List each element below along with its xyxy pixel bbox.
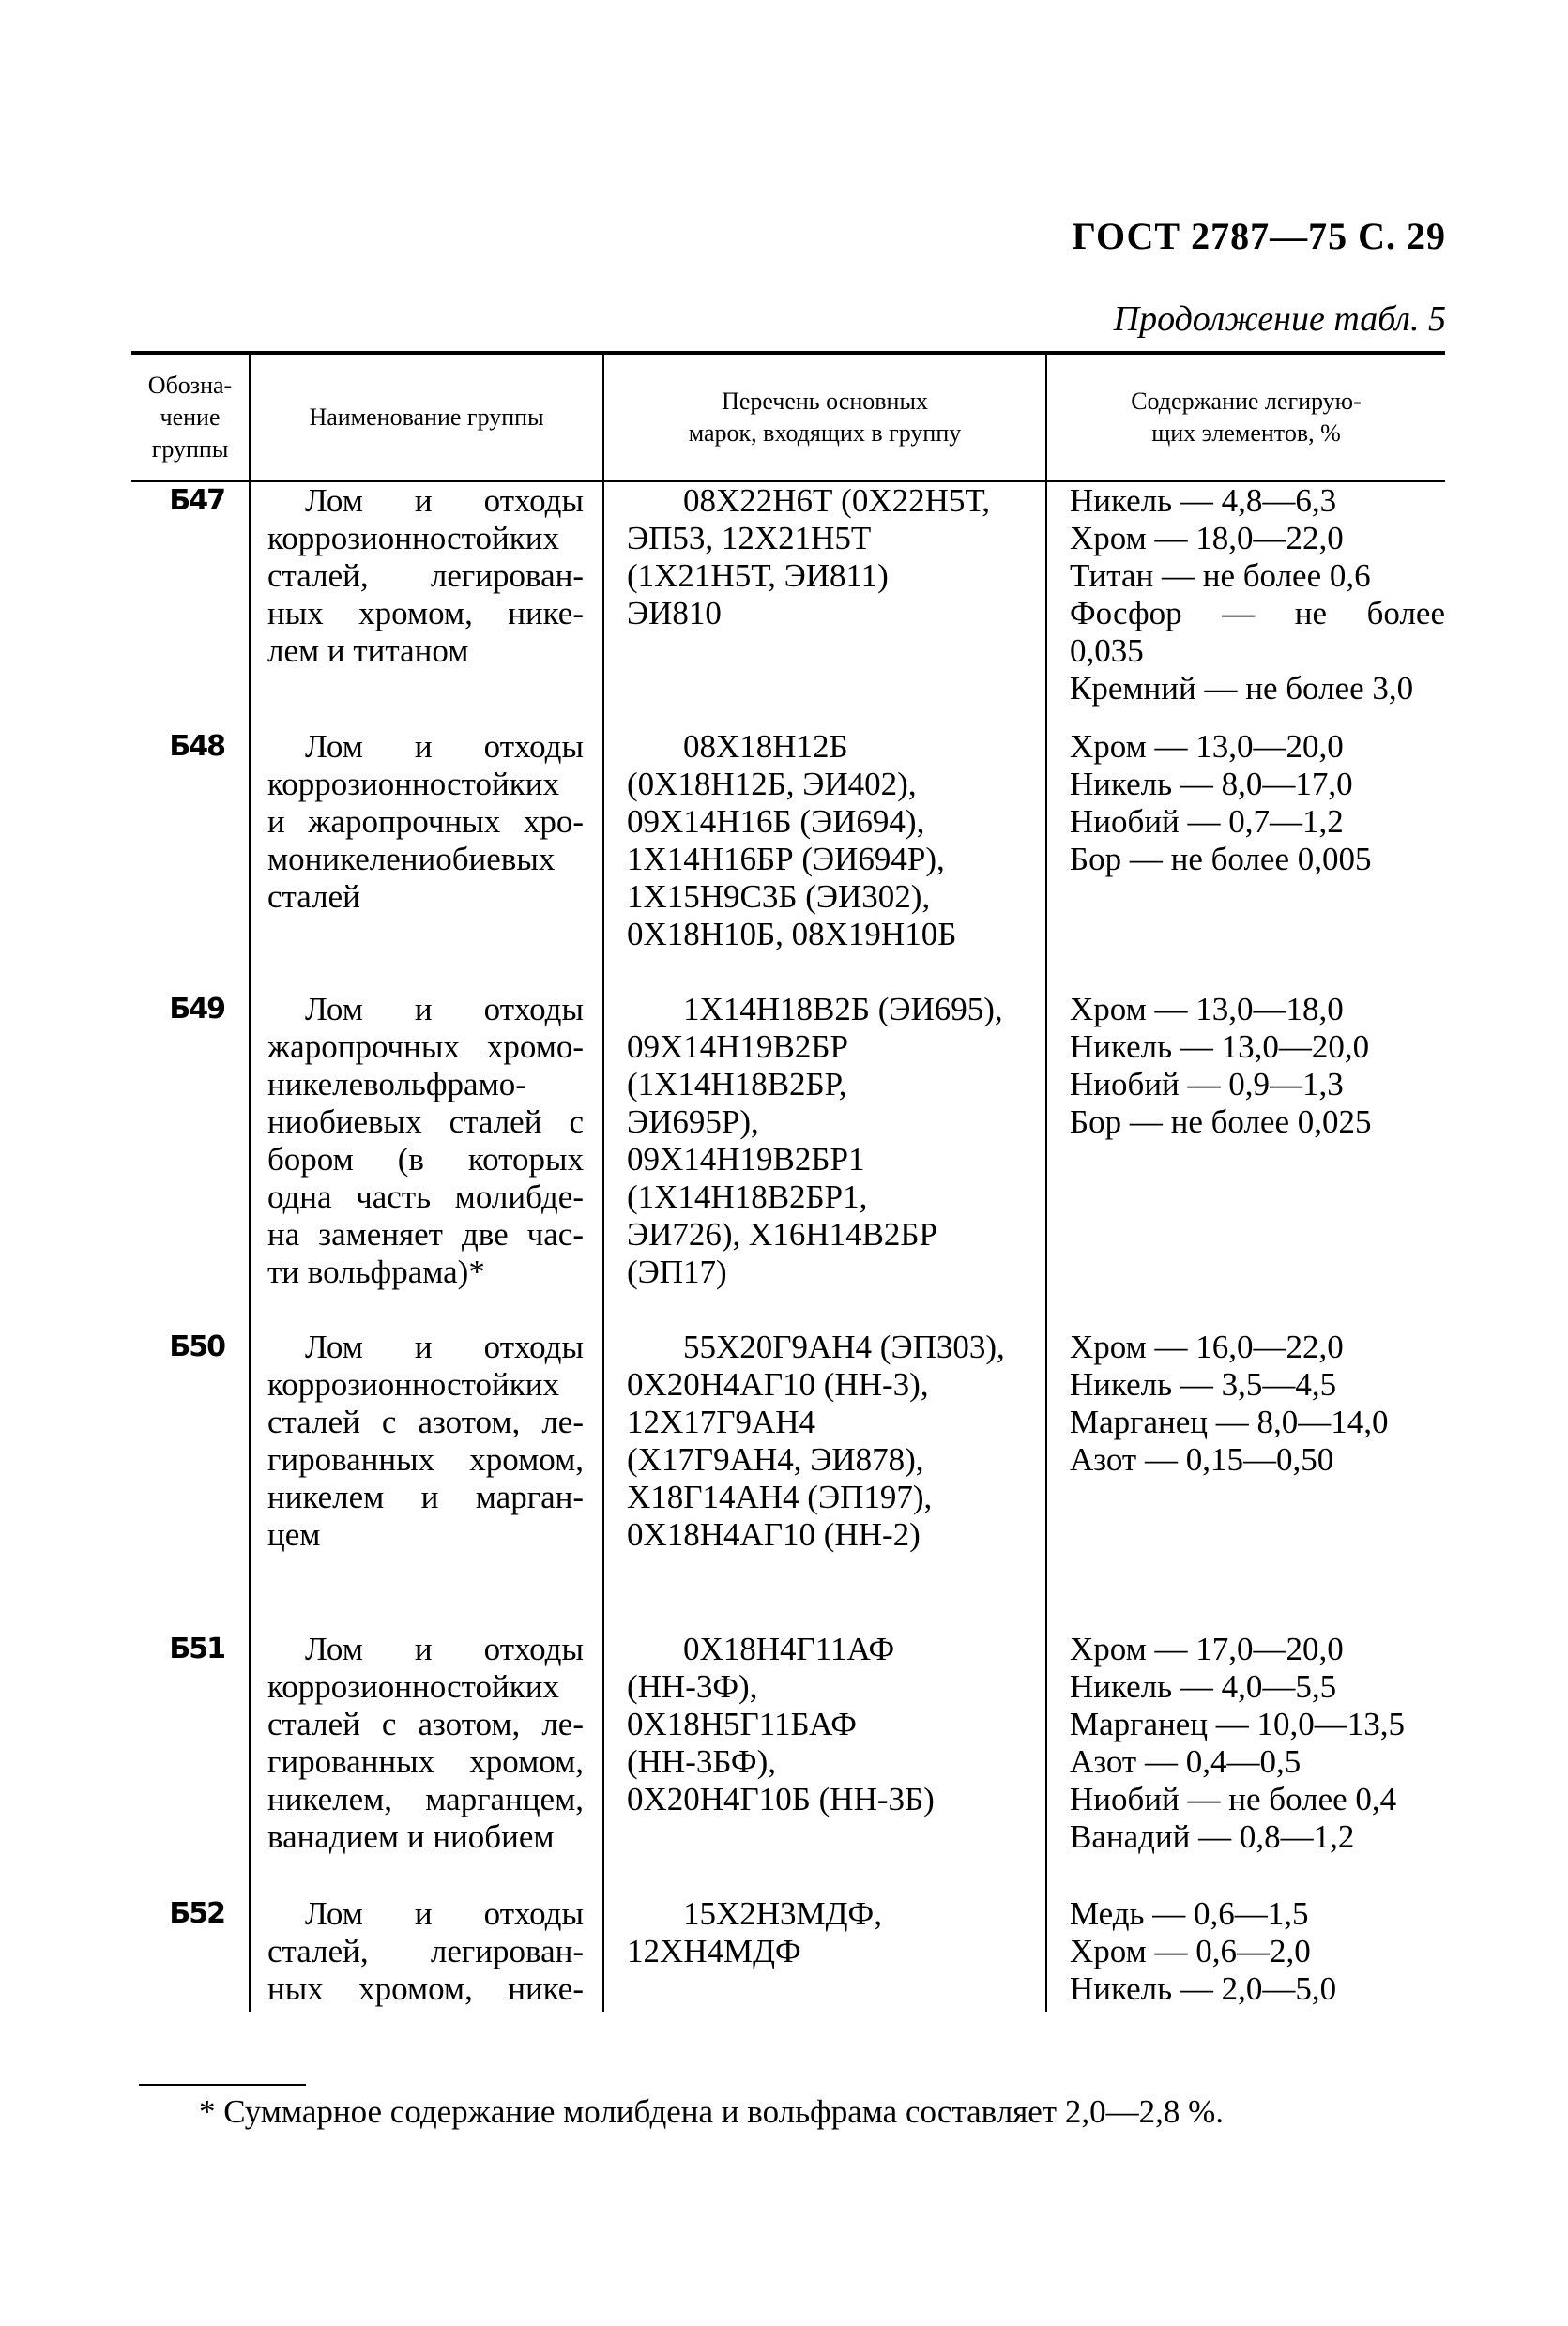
cell-line: 09Х14Н19В2БР1 bbox=[627, 1141, 865, 1178]
cell-line: 0Х20Н4Г10Б (НН-3Б) bbox=[627, 1781, 935, 1817]
cell-line: 08Х22Н6Т (0Х22Н5Т, bbox=[683, 482, 991, 519]
cell-line: ных хромом, нике- bbox=[267, 1970, 584, 2007]
cell-line: 08Х18Н12Б bbox=[683, 728, 848, 765]
cell-line: марок, входящих в группу bbox=[688, 419, 962, 447]
cell-line: ванадием и ниобием bbox=[267, 1818, 555, 1855]
cell-line: Ниобий — 0,9—1,3 bbox=[1070, 1066, 1344, 1102]
cell-line: Марганец — 8,0—14,0 bbox=[1070, 1404, 1389, 1440]
cell-line: 0,035 bbox=[1070, 632, 1144, 669]
group-grades bbox=[603, 1329, 1046, 1631]
cell-line: Медь — 0,6—1,5 bbox=[1070, 1895, 1309, 1932]
cell-line: (1Х21Н5Т, ЭИ811) bbox=[627, 557, 889, 594]
cell-line: сталей, легирован- bbox=[267, 557, 584, 594]
group-elements bbox=[1046, 991, 1445, 1329]
cell-line: Хром — 13,0—20,0 bbox=[1070, 728, 1344, 765]
cell-line: сталей bbox=[267, 878, 360, 915]
cell-line: коррозионностойких bbox=[267, 1366, 559, 1403]
group-name bbox=[250, 1631, 603, 1895]
col-header-grades bbox=[603, 353, 1046, 481]
footnote-divider bbox=[139, 2084, 306, 2086]
cell-line: 12Х17Г9АН4 bbox=[627, 1404, 816, 1440]
cell-line: Лом и отходы bbox=[305, 1329, 584, 1365]
group-elements bbox=[1046, 481, 1445, 728]
cell-line: коррозионностойких bbox=[267, 520, 559, 556]
cell-line: (1Х14Н18В2БР1, bbox=[627, 1178, 868, 1215]
cell-line: Ниобий — не более 0,4 bbox=[1070, 1781, 1397, 1817]
cell-line: 0Х18Н5Г11БАФ bbox=[627, 1706, 857, 1742]
cell-line: Никель — 4,0—5,5 bbox=[1070, 1668, 1337, 1705]
cell-line: 12ХН4МДФ bbox=[627, 1933, 801, 1969]
cell-line: сталей с азотом, ле- bbox=[267, 1706, 584, 1742]
cell-line: моникелениобиевых bbox=[267, 841, 556, 877]
cell-line: группы bbox=[151, 435, 229, 463]
group-code: Б50 bbox=[169, 1330, 224, 1363]
group-grades bbox=[603, 1895, 1046, 2012]
cell-line: жаропрочных хромо- bbox=[267, 1028, 584, 1065]
cell-line: и жаропрочных хро- bbox=[267, 803, 584, 840]
cell-line: (НН-3БФ), bbox=[627, 1743, 776, 1780]
col-header-elements bbox=[1046, 353, 1445, 481]
group-elements bbox=[1046, 1895, 1445, 2012]
cell-line: Содержание легирую- bbox=[1131, 388, 1362, 415]
group-elements bbox=[1046, 1631, 1445, 1895]
col-header-name bbox=[250, 353, 603, 481]
cell-line: бором (в которых bbox=[267, 1141, 584, 1178]
cell-line: Никель — 3,5—4,5 bbox=[1070, 1366, 1337, 1403]
cell-line: ных хромом, нике- bbox=[267, 595, 584, 631]
cell-line: 1Х14Н16БР (ЭИ694Р), bbox=[627, 841, 945, 877]
cell-line: ЭП53, 12Х21Н5Т bbox=[627, 520, 872, 556]
table-header-row bbox=[131, 353, 1445, 481]
cell-line: (0Х18Н12Б, ЭИ402), bbox=[627, 766, 917, 802]
cell-line: лем и титаном bbox=[267, 632, 469, 669]
table-continuation-label: Продолжение табл. 5 bbox=[1113, 299, 1446, 339]
cell-line: цем bbox=[267, 1516, 321, 1553]
table-row bbox=[131, 1329, 1445, 1631]
table-row bbox=[131, 991, 1445, 1329]
cell-line: 0Х18Н4АГ10 (НН-2) bbox=[627, 1516, 921, 1553]
group-code: Б48 bbox=[169, 730, 224, 763]
cell-line: Фосфор — не более bbox=[1070, 595, 1445, 631]
cell-line: Хром — 0,6—2,0 bbox=[1070, 1933, 1311, 1969]
cell-line: Марганец — 10,0—13,5 bbox=[1070, 1706, 1406, 1742]
cell-line: Хром — 18,0—22,0 bbox=[1070, 520, 1344, 556]
cell-line: Ниобий — 0,7—1,2 bbox=[1070, 803, 1344, 840]
cell-line: (ЭП17) bbox=[627, 1254, 727, 1290]
cell-line: гированных хромом, bbox=[267, 1743, 584, 1780]
cell-line: Наименование группы bbox=[309, 403, 544, 431]
cell-line: гированных хромом, bbox=[267, 1441, 584, 1478]
cell-line: никелем, марганцем, bbox=[267, 1781, 584, 1817]
group-name bbox=[250, 481, 603, 728]
cell-line: ниобиевых сталей с bbox=[267, 1103, 584, 1140]
cell-line: чение bbox=[160, 403, 221, 431]
table-row bbox=[131, 728, 1445, 991]
cell-line: Кремний — не более 3,0 bbox=[1070, 670, 1414, 707]
group-grades bbox=[603, 728, 1046, 991]
cell-line: 09Х14Н16Б (ЭИ694), bbox=[627, 803, 925, 840]
cell-line: 1Х14Н18В2Б (ЭИ695), bbox=[683, 991, 1003, 1027]
cell-line: Никель — 13,0—20,0 bbox=[1070, 1028, 1370, 1065]
cell-line: Хром — 17,0—20,0 bbox=[1070, 1631, 1344, 1667]
group-grades bbox=[603, 481, 1046, 728]
cell-line: Хром — 13,0—18,0 bbox=[1070, 991, 1344, 1027]
cell-line: сталей, легирован- bbox=[267, 1933, 584, 1969]
cell-line: Перечень основных bbox=[722, 388, 928, 415]
cell-line: Никель — 2,0—5,0 bbox=[1070, 1970, 1337, 2007]
group-name bbox=[250, 728, 603, 991]
cell-line: щих элементов, % bbox=[1151, 419, 1341, 447]
cell-line: одна часть молибде- bbox=[267, 1178, 584, 1215]
group-name bbox=[250, 1329, 603, 1631]
cell-line: 0Х18Н4Г11АФ bbox=[683, 1631, 895, 1667]
table-row bbox=[131, 1895, 1445, 2012]
cell-line: Азот — 0,15—0,50 bbox=[1070, 1441, 1334, 1478]
footnote: * Суммарное содержание молибдена и вольфрама составляет 2,0—2,8 %. bbox=[199, 2093, 1225, 2130]
cell-line: Азот — 0,4—0,5 bbox=[1070, 1743, 1302, 1780]
group-code: Б52 bbox=[169, 1897, 224, 1930]
cell-line: 09Х14Н19В2БР bbox=[627, 1028, 848, 1065]
cell-line: Никель — 8,0—17,0 bbox=[1070, 766, 1353, 802]
cell-line: 0Х18Н10Б, 08Х19Н10Б bbox=[627, 916, 957, 952]
table-row bbox=[131, 1631, 1445, 1895]
cell-line: никелем и марган- bbox=[267, 1479, 584, 1515]
cell-line: на заменяет две час- bbox=[267, 1216, 584, 1253]
group-grades bbox=[603, 991, 1046, 1329]
group-name bbox=[250, 1895, 603, 2012]
cell-line: 15Х2Н3МДФ, bbox=[683, 1895, 882, 1932]
cell-line: Лом и отходы bbox=[305, 482, 584, 519]
cell-line: никелевольфрамо- bbox=[267, 1066, 526, 1102]
cell-line: 0Х20Н4АГ10 (НН-3), bbox=[627, 1366, 929, 1403]
col-header-code bbox=[131, 353, 250, 481]
group-code: Б51 bbox=[169, 1633, 224, 1665]
cell-line: (1Х14Н18В2БР, bbox=[627, 1066, 847, 1102]
cell-line: сталей с азотом, ле- bbox=[267, 1404, 584, 1440]
cell-line: Бор — не более 0,025 bbox=[1070, 1103, 1372, 1140]
cell-line: Лом и отходы bbox=[305, 1631, 584, 1667]
cell-line: коррозионностойких bbox=[267, 1668, 559, 1705]
cell-line: Хром — 16,0—22,0 bbox=[1070, 1329, 1344, 1365]
group-code: Б49 bbox=[169, 993, 224, 1026]
cell-line: Лом и отходы bbox=[305, 991, 584, 1027]
cell-line: (Х17Г9АН4, ЭИ878), bbox=[627, 1441, 924, 1478]
cell-line: Титан — не более 0,6 bbox=[1070, 557, 1371, 594]
cell-line: ти вольфрама)* bbox=[267, 1254, 485, 1290]
cell-line: (НН-3Ф), bbox=[627, 1668, 758, 1705]
group-elements bbox=[1046, 1329, 1445, 1631]
cell-line: ЭИ695Р), bbox=[627, 1103, 759, 1140]
group-elements bbox=[1046, 728, 1445, 991]
cell-line: Х18Г14АН4 (ЭП197), bbox=[627, 1479, 933, 1515]
page-header: ГОСТ 2787—75 С. 29 bbox=[1072, 215, 1446, 257]
alloy-groups-table bbox=[131, 351, 1445, 2012]
cell-line: 1Х15Н9С3Б (ЭИ302), bbox=[627, 878, 931, 915]
table-row bbox=[131, 481, 1445, 728]
group-grades bbox=[603, 1631, 1046, 1895]
cell-line: Ванадий — 0,8—1,2 bbox=[1070, 1818, 1355, 1855]
cell-line: Бор — не более 0,005 bbox=[1070, 841, 1372, 877]
cell-line: Никель — 4,8—6,3 bbox=[1070, 482, 1337, 519]
cell-line: ЭИ726), Х16Н14В2БР bbox=[627, 1216, 937, 1253]
group-name bbox=[250, 991, 603, 1329]
cell-line: ЭИ810 bbox=[627, 595, 722, 631]
cell-line: Обозна- bbox=[147, 372, 233, 399]
cell-line: 55Х20Г9АН4 (ЭП303), bbox=[683, 1329, 1005, 1365]
group-code: Б47 bbox=[169, 484, 224, 517]
cell-line: Лом и отходы bbox=[305, 728, 584, 765]
cell-line: коррозионностойких bbox=[267, 766, 559, 802]
cell-line: Лом и отходы bbox=[305, 1895, 584, 1932]
